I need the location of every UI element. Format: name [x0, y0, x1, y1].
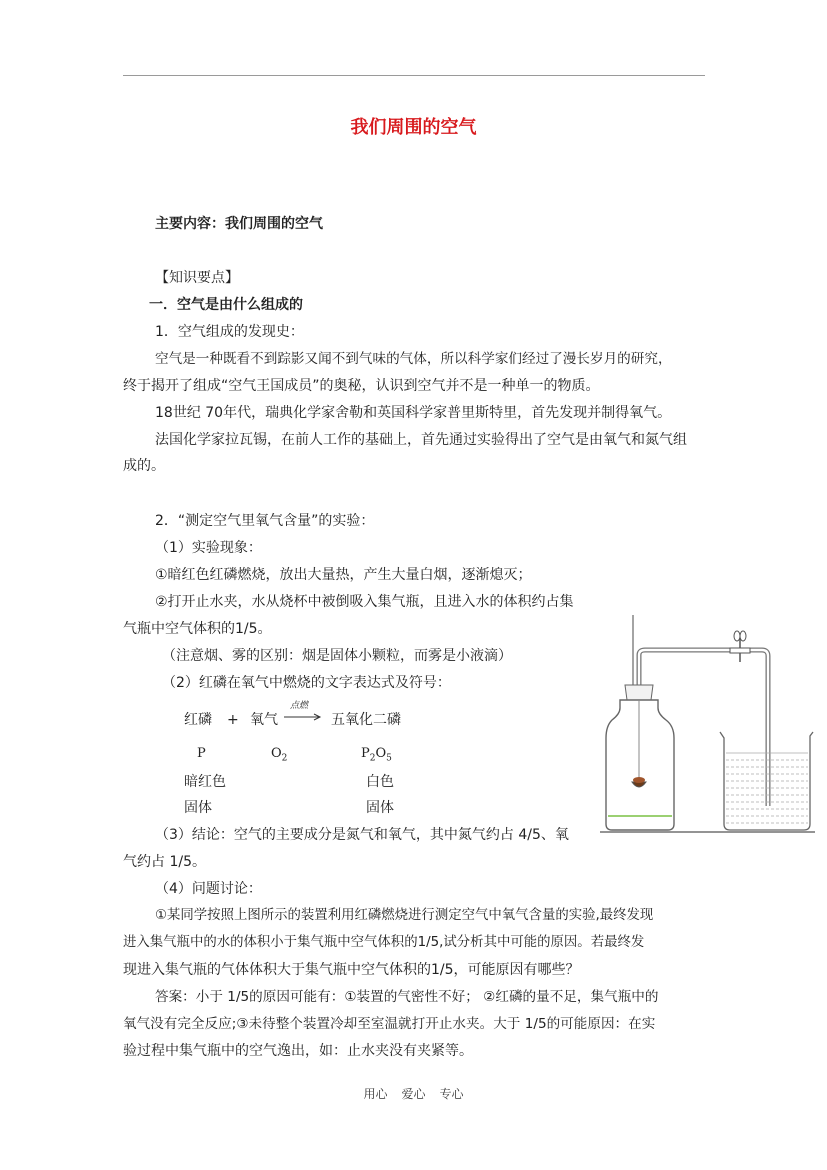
answer-line2: 氧气没有完全反应;③未待整个装置冷却至室温就打开止水夹。大于 1/5的可能原因：在实 [123, 1016, 656, 1032]
para3-line1: 法国化学家拉瓦锡，在前人工作的基础上，首先通过实验得出了空气是由氧气和氮气组 [155, 432, 687, 448]
symbol-p: P [197, 746, 206, 761]
answer-line3: 验过程中集气瓶中的空气逸出，如：止水夹没有夹紧等。 [123, 1043, 473, 1059]
answer-line1: 答案：小于 1/5的原因可能有：①装置的气密性不好； ②红磷的量不足，集气瓶中的 [155, 989, 659, 1005]
symbol-p2o5: $P_2O_5$ [361, 746, 392, 764]
stopper [625, 685, 653, 700]
apparatus-diagram [600, 610, 815, 840]
discussion-line2: 进入集气瓶中的水的体积小于集气瓶中空气体积的1/5,试分析其中可能的原因。若最终发 [123, 935, 645, 950]
para3-line2: 成的。 [123, 458, 165, 474]
color-phosphorus: 暗红色 [184, 774, 226, 790]
phenomena-label: （1）实验现象： [155, 540, 262, 556]
color-p2o5: 白色 [366, 774, 394, 790]
discussion-line1: ①某同学按照上图所示的装置利用红磷燃烧进行测定空气中氧气含量的实验,最终发现 [155, 908, 654, 923]
discussion-label: （4）问题讨论： [155, 881, 262, 897]
footer [0, 1085, 827, 1102]
para1-line1: 空气是一种既看不到踪影又闻不到气味的气体，所以科学家们经过了漫长岁月的研究， [155, 351, 672, 367]
eq-plus: + [227, 712, 239, 728]
eq-reactant-phosphorus: 红磷 [184, 712, 212, 728]
smoke-fog-note: （注意烟、雾的区别：烟是固体小颗粒，而雾是小液滴） [162, 648, 512, 664]
phenomenon-2-line2: 气瓶中空气体积的1/5。 [123, 621, 272, 637]
eq-product: 五氧化二磷 [331, 712, 401, 728]
reaction-arrow-icon [283, 713, 323, 721]
page-title: 我们周围的空气 [350, 117, 477, 138]
footer-word-1: 用心 [363, 1087, 388, 1101]
eq-reactant-oxygen: 氧气 [250, 712, 278, 728]
main-content: 主要内容：我们周围的空气 [155, 216, 323, 232]
conclusion-line1: （3）结论：空气的主要成分是氮气和氧气，其中氮气约占 4/5、氧 [155, 827, 569, 843]
subheading-2: 2．“测定空气里氧气含量”的实验： [155, 513, 375, 529]
footer-word-3: 专心 [439, 1087, 464, 1101]
footer-word-2: 爱心 [401, 1087, 426, 1101]
discussion-line3: 现进入集气瓶的气体体积大于集气瓶中空气体积的1/5，可能原因有哪些？ [123, 962, 580, 978]
subheading-1: 1．空气组成的发现史： [155, 324, 304, 340]
eq-condition: 点燃 [290, 701, 309, 711]
state-p2o5: 固体 [366, 800, 394, 816]
gas-jar [606, 700, 674, 830]
phenomenon-1: ①暗红色红磷燃烧，放出大量热，产生大量白烟，逐渐熄灭； [155, 567, 532, 583]
equation-label: （2）红磷在氧气中燃烧的文字表达式及符号： [162, 675, 451, 691]
knowledge-heading: 【知识要点】 [155, 270, 239, 286]
phenomenon-2-line1: ②打开止水夹，水从烧杯中被倒吸入集气瓶，且进入水的体积约占集 [155, 594, 574, 610]
header-rule [123, 75, 705, 76]
para2: 18世纪 70年代，瑞典化学家舍勒和英国科学家普里斯特里，首先发现并制得氧气。 [155, 405, 672, 421]
state-phosphorus: 固体 [184, 800, 212, 816]
symbol-o2: $O_2$ [271, 746, 288, 764]
clamp-icon [730, 631, 750, 662]
para1-line2: 终于揭开了组成“空气王国成员”的奥秘，认识到空气并不是一种单一的物质。 [123, 378, 600, 394]
glass-tube [639, 650, 768, 806]
section1-heading: 一．空气是由什么组成的 [149, 297, 303, 313]
conclusion-line2: 气约占 1/5。 [123, 854, 206, 870]
